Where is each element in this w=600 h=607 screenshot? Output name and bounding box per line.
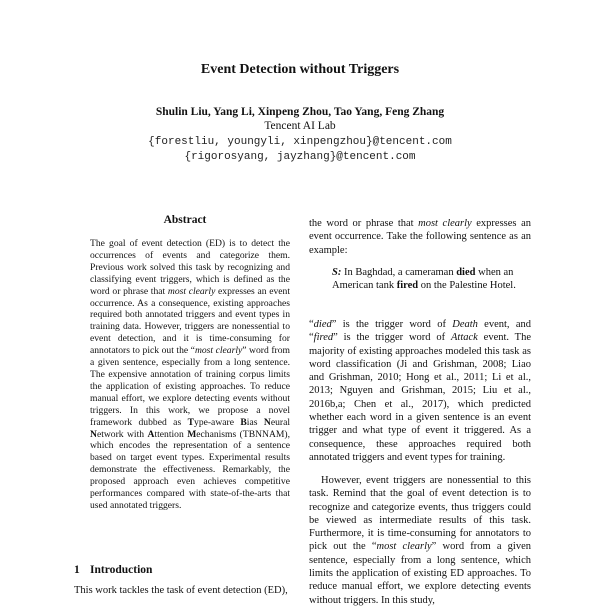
right-paragraph-2: “died” is the trigger word of Death event, and “fired” is the trigger word of Attack event. The majority of existing approaches modeled this task as word classification (Ji and Grishman, 2008; Liao and Grishman, 2010; Hong et al., 2011; Li et al., 2013; Nguyen and Grishman, 2015; Liu et al., 2016b,a; Chen et al., 2017), which predicted whether each word in a given sentence is an event trigger and what type of event it triggered. As a consequence, these approaches required both annotated triggers and event types for training. <box>309 319 531 463</box>
paper-title: Event Detection without Triggers <box>200 62 400 77</box>
right-paragraph-1: the word or phrase that most clearly expresses an event occurrence. Take the following sentence as an example: <box>309 218 531 256</box>
affiliation: Tencent AI Lab <box>264 120 336 132</box>
introduction-text: This work tackles the task of event detection (ED), <box>74 585 288 596</box>
email-line-2: {rigorosyang, jayzhang}@tencent.com <box>184 151 416 163</box>
right-paragraph-3: However, event triggers are nonessential to this task. Remind that the goal of event detection is to recognize and categorize events, thus triggers could be viewed as intermediate results of this task. Furthermore, it is time-consuming for annotators to pick out the “most clearly” word from a given sentence, especially from a long sentence, which limits the application of existing ED approaches. To reduce manual effort, we explore detecting events without triggers. In this study, <box>309 475 531 606</box>
abstract-body: The goal of event detection (ED) is to detect the occurrences of events and categorize them. Previous work solved this task by recognizing and classifying event triggers, which is defined as the word or phrase that most clearly expresses an event occurrence. As a consequence, existing approaches required both annotated triggers and event types in training data. However, triggers are nonessential to event detection, and it is time-consuming for annotators to pick out the “most clearly” word from a given sentence, especially from a long sentence. The expensive annotation of training corpus limits the application of existing approaches. To reduce manual effort, we explore detecting events without triggers. In this work, we propose a novel framework dubbed as Type-aware Bias Neural Network with Attention Mechanisms (TBNNAM), which encodes the representation of a sentence based on target event types. Experimental results demonstrate the effectiveness. Remarkably, the proposed approach even achieves competitive performances compared with state-of-the-arts that used annotated triggers. <box>90 238 291 511</box>
author-list: Shulin Liu, Yang Li, Xinpeng Zhou, Tao Yang, Feng Zhang <box>155 106 445 118</box>
example-sentence: S: In Baghdad, a cameraman died when an American tank fired on the Palestine Hotel. <box>332 267 516 292</box>
abstract-heading: Abstract <box>163 214 207 226</box>
email-line-1: {forestliu, youngyli, xinpengzhou}@tencent.com <box>148 136 452 148</box>
section-heading-introduction: 1 Introduction <box>74 564 153 576</box>
